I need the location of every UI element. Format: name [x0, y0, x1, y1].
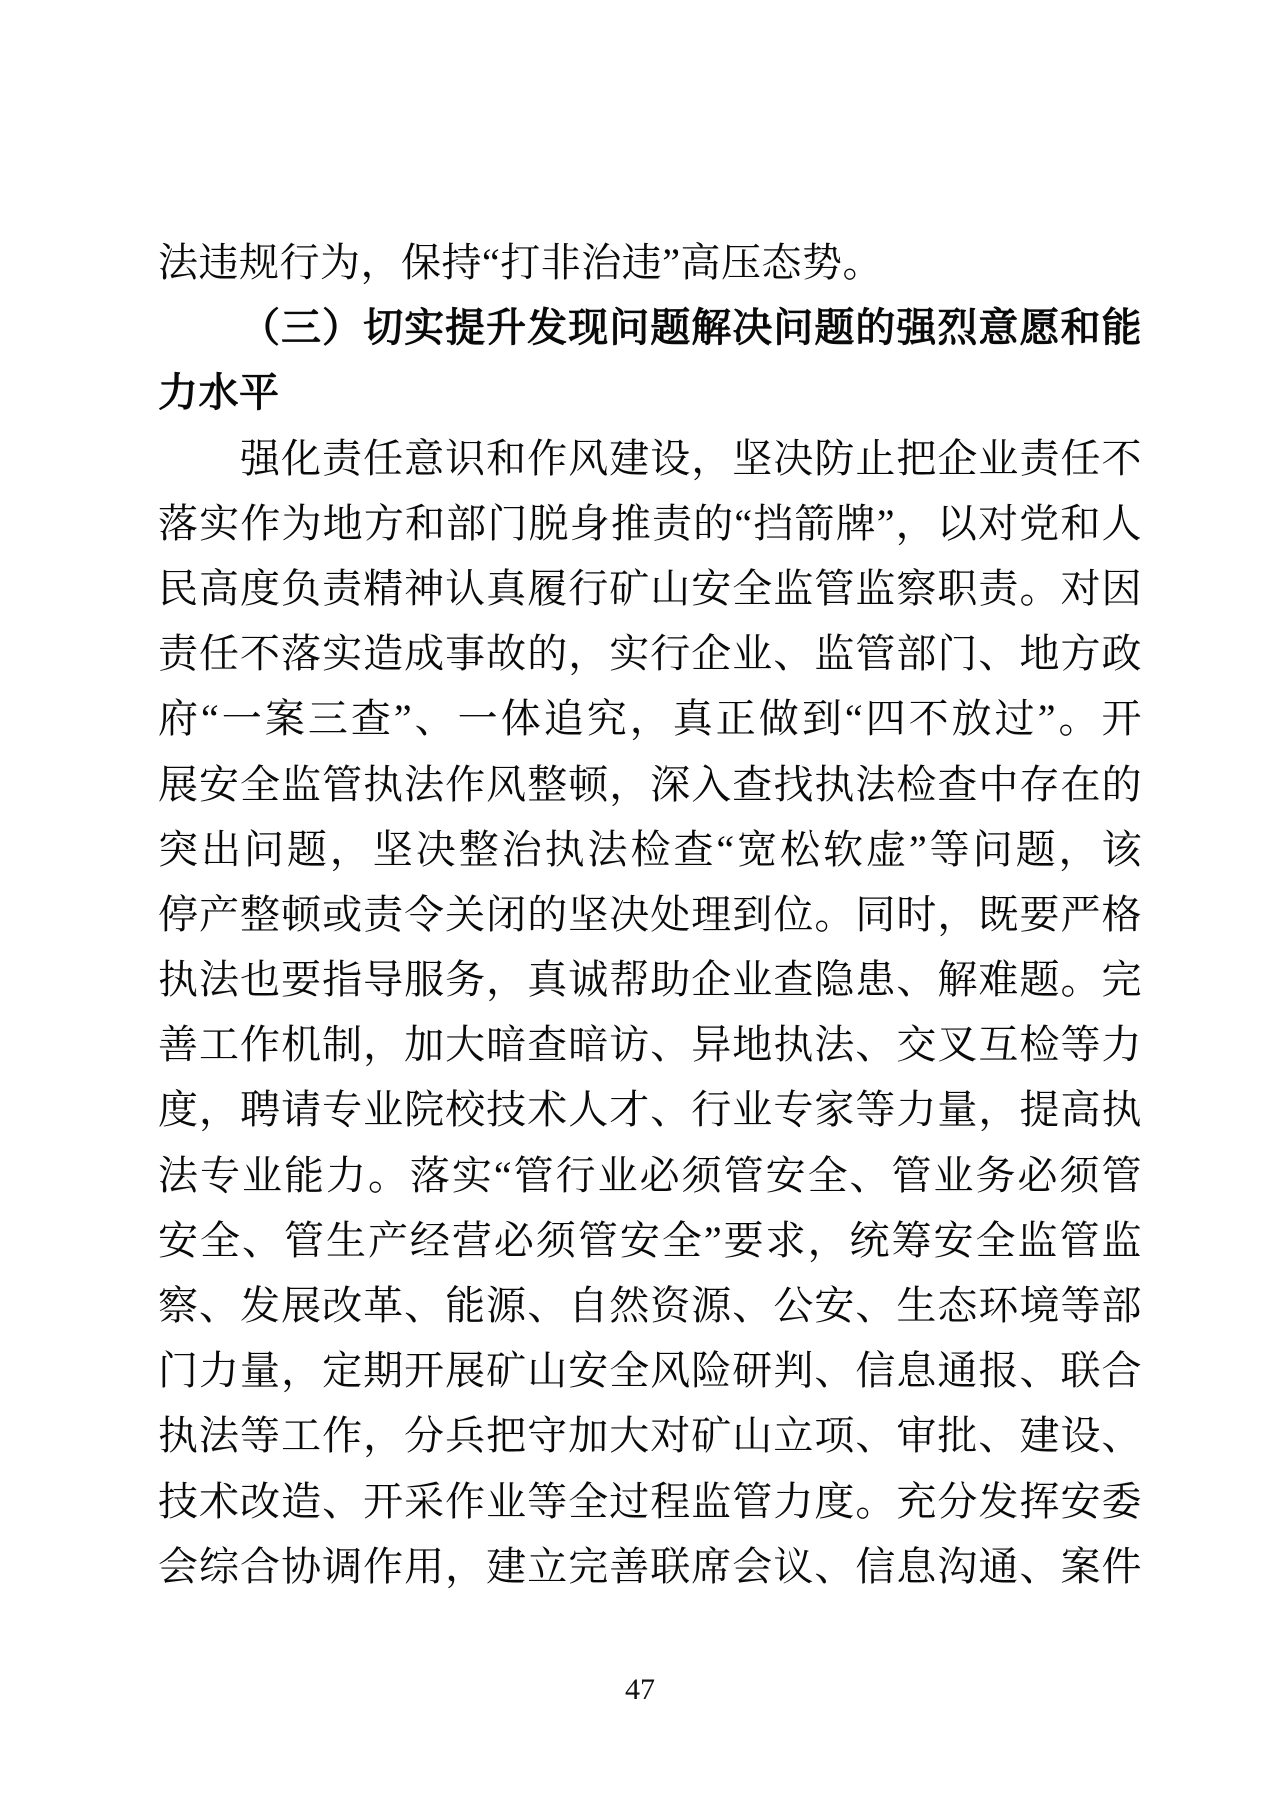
text-line: 民高度负责精神认真履行矿山安全监管监察职责。对因: [158, 565, 1142, 611]
text-line: 执法也要指导服务，真诚帮助企业查隐患、解难题。完: [158, 957, 1142, 1003]
text-line: 善工作机制，加大暗查暗访、异地执法、交叉互检等力: [158, 1022, 1142, 1068]
text-line: 停产整顿或责令关闭的坚决处理到位。同时，既要严格: [158, 891, 1142, 937]
text-line: 展安全监管执法作风整顿，深入查找执法检查中存在的: [158, 761, 1142, 807]
text-line: 安全、管生产经营必须管安全”要求，统筹安全监管监: [158, 1217, 1142, 1263]
text-line: 突出问题，坚决整治执法检查“宽松软虚”等问题，该: [158, 826, 1142, 872]
page-number: 47: [625, 1673, 655, 1706]
text-line: 府“一案三查”、一体追究，真正做到“四不放过”。开: [158, 696, 1142, 742]
text-line: 度，聘请专业院校技术人才、行业专家等力量，提高执: [158, 1087, 1142, 1133]
text-line: 门力量，定期开展矿山安全风险研判、信息通报、联合: [158, 1348, 1142, 1394]
text-line: 强化责任意识和作风建设，坚决防止把企业责任不: [240, 435, 1142, 481]
text-line: 会综合协调作用，建立完善联席会议、信息沟通、案件: [158, 1543, 1142, 1589]
text-line: 法专业能力。落实“管行业必须管安全、管业务必须管: [158, 1152, 1142, 1198]
text-line: 责任不落实造成事故的，实行企业、监管部门、地方政: [158, 631, 1142, 677]
text-line: 执法等工作，分兵把守加大对矿山立项、审批、建设、: [158, 1413, 1142, 1459]
text-line: 力水平: [158, 370, 280, 416]
text-line: 法违规行为，保持“打非治违”高压态势。: [158, 240, 884, 285]
text-line: 技术改造、开采作业等全过程监管力度。充分发挥安委: [158, 1478, 1142, 1524]
text-line: 落实作为地方和部门脱身推责的“挡箭牌”，以对党和人: [158, 500, 1142, 546]
text-line: （三）切实提升发现问题解决问题的强烈意愿和能: [240, 305, 1142, 351]
text-line: 察、发展改革、能源、自然资源、公安、生态环境等部: [158, 1283, 1142, 1328]
document-body: [158, 230, 1142, 1599]
